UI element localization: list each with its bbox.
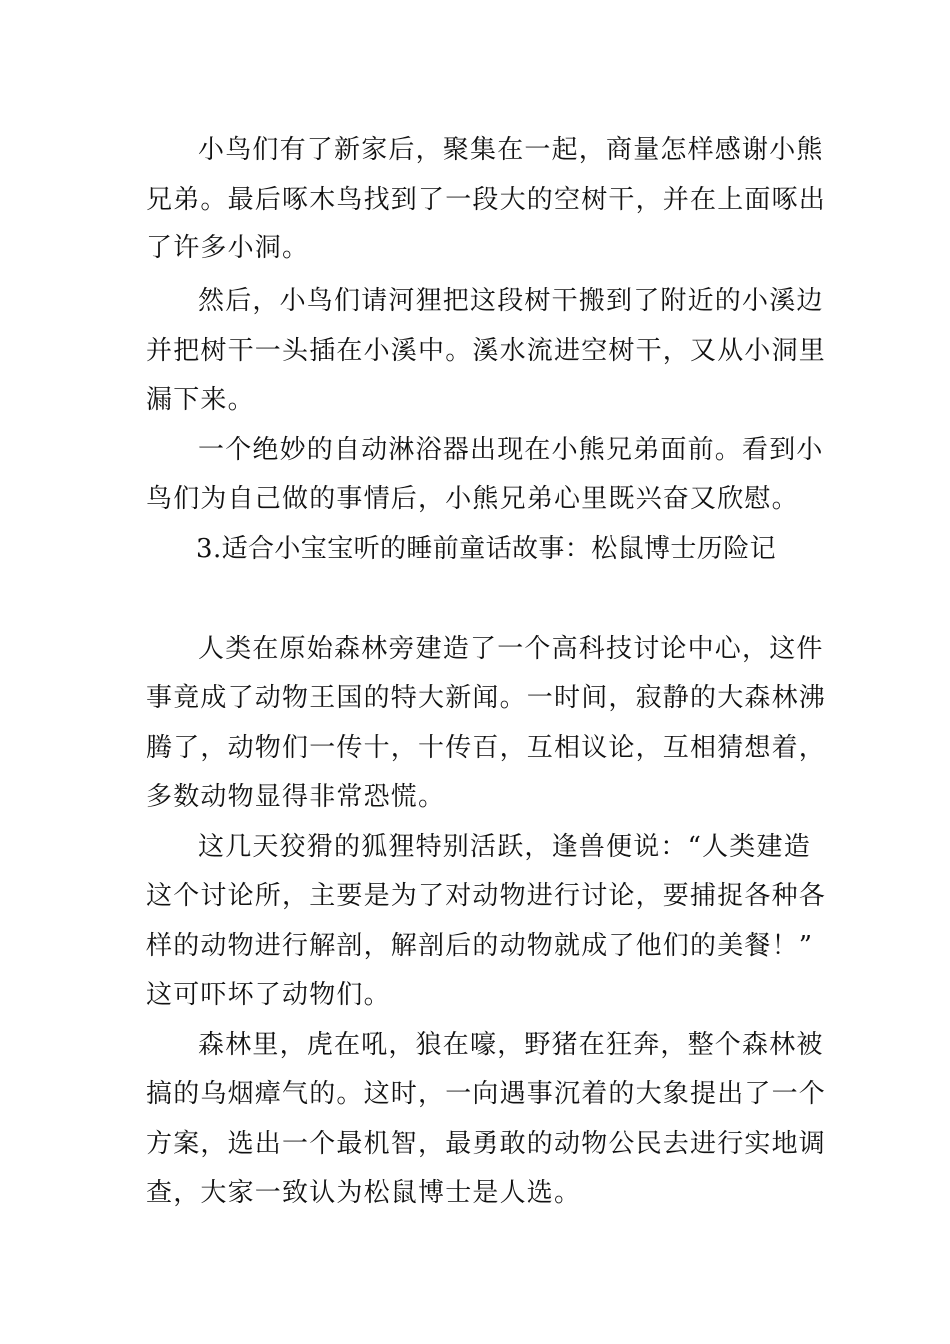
section-heading: 3.适合小宝宝听的睡前童话故事：松鼠博士历险记: [196, 534, 777, 564]
text-line: 查，大家一致认为松鼠博士是人选。: [146, 1178, 582, 1208]
text-line: 多数动物显得非常恐慌。: [146, 782, 446, 812]
text-line: 方案，选出一个最机智，最勇敢的动物公民去进行实地调: [146, 1129, 827, 1159]
text-line: 小鸟们有了新家后，聚集在一起，商量怎样感谢小熊: [198, 135, 824, 165]
text-line: 了许多小洞。: [146, 233, 310, 263]
text-line: 搞的乌烟瘴气的。这时，一向遇事沉着的大象提出了一个: [146, 1079, 827, 1109]
text-line: 事竟成了动物王国的特大新闻。一时间，寂静的大森林沸: [146, 683, 827, 713]
text-line: 鸟们为自己做的事情后，小熊兄弟心里既兴奋又欣慰。: [146, 484, 799, 514]
text-line: 这几天狡猾的狐狸特别活跃，逢兽便说：“人类建造: [198, 832, 811, 862]
text-line: 漏下来。: [146, 385, 255, 415]
text-line: 并把树干一头插在小溪中。溪水流进空树干，又从小洞里: [146, 336, 827, 366]
text-line: 人类在原始森林旁建造了一个高科技讨论中心，这件: [198, 634, 824, 664]
text-line: 这可吓坏了动物们。: [146, 980, 391, 1010]
text-line: 兄弟。最后啄木鸟找到了一段大的空树干，并在上面啄出: [146, 185, 827, 215]
text-line: 然后，小鸟们请河狸把这段树干搬到了附近的小溪边: [198, 286, 824, 316]
text-line: 森林里，虎在吼，狼在嚎，野猪在狂奔，整个森林被: [198, 1030, 824, 1060]
text-line: 样的动物进行解剖，解剖后的动物就成了他们的美餐！”: [146, 931, 814, 961]
text-line: 腾了，动物们一传十，十传百，互相议论，互相猜想着，: [146, 733, 827, 763]
text-line: 这个讨论所，主要是为了对动物进行讨论，要捕捉各种各: [146, 881, 827, 911]
text-line: 一个绝妙的自动淋浴器出现在小熊兄弟面前。看到小: [198, 435, 824, 465]
